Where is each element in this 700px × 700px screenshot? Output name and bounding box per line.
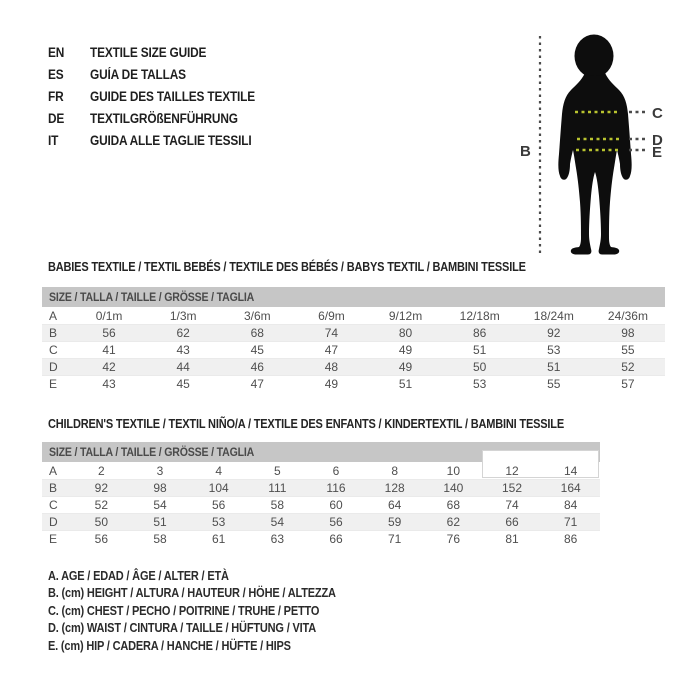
- language-title: [90, 111, 258, 126]
- table-cell: 6/9m: [318, 308, 345, 323]
- table-cell: 8: [391, 463, 398, 478]
- table-cell: 86: [563, 532, 578, 546]
- figure-label-d: D: [652, 132, 663, 149]
- table-cell: 128: [384, 481, 405, 495]
- row-label: E: [49, 377, 58, 391]
- table-cell: 53: [211, 515, 226, 529]
- table-cell: 47: [250, 377, 264, 391]
- measurement-legend: [48, 567, 375, 655]
- children-size-table: [42, 442, 600, 547]
- table-cell: 74: [324, 326, 339, 340]
- language-code-text: DE: [48, 110, 65, 126]
- size-figure: [495, 18, 695, 258]
- figure-label-b: B: [520, 143, 531, 160]
- table-cell: 58: [270, 498, 284, 512]
- children-size-header-text: SIZE / TALLA / TAILLE / GRÖSSE / TAGLIA: [49, 445, 255, 459]
- table-cell: 49: [398, 343, 413, 357]
- table-cell: 54: [153, 498, 167, 512]
- table-cell: 46: [250, 360, 264, 374]
- table-cell: 52: [621, 360, 635, 374]
- table-cell: 6: [332, 463, 340, 478]
- table-cell: 76: [446, 532, 460, 546]
- table-cell: 42: [102, 360, 116, 374]
- table-cell: 50: [473, 360, 487, 374]
- table-cell: 3/6m: [243, 308, 271, 323]
- babies-table-size-header: [42, 287, 665, 307]
- table-cell: 81: [505, 532, 519, 546]
- babies-size-table: [42, 287, 665, 392]
- table-cell: 41: [102, 343, 116, 357]
- table-cell: 56: [211, 498, 226, 512]
- table-cell: 68: [250, 326, 264, 340]
- table-cell: 152: [501, 481, 522, 495]
- row-label: D: [49, 360, 58, 374]
- language-row: [48, 129, 278, 151]
- language-code-text: EN: [48, 44, 65, 60]
- language-code-text: IT: [48, 132, 59, 148]
- legend-row: [48, 602, 375, 620]
- table-cell: 14: [563, 463, 578, 478]
- table-cell: 50: [94, 515, 108, 529]
- child-silhouette: [558, 35, 631, 255]
- table-cell: 18/24m: [533, 308, 574, 323]
- table-cell: 12: [505, 463, 519, 478]
- language-title: [90, 67, 199, 82]
- row-label: E: [49, 532, 58, 546]
- table-cell: 54: [270, 515, 284, 529]
- legend-text: C. (cm) CHEST / PECHO / POITRINE / TRUHE / PETTO: [48, 603, 320, 618]
- table-cell: 104: [208, 481, 229, 495]
- table-cell: 92: [547, 326, 561, 340]
- language-title-text: GUIDA ALLE TAGLIE TESSILI: [90, 132, 252, 148]
- figure-label-c: C: [652, 105, 663, 122]
- language-row: [48, 63, 278, 85]
- table-cell: 51: [153, 515, 167, 529]
- table-cell: 164: [560, 481, 581, 495]
- language-code-text: FR: [48, 88, 64, 104]
- table-cell: 64: [387, 498, 402, 512]
- table-cell: 51: [398, 377, 413, 391]
- table-cell: 53: [473, 377, 487, 391]
- table-cell: 55: [547, 377, 561, 391]
- table-cell: 10: [446, 463, 460, 478]
- table-cell: 55: [621, 343, 635, 357]
- table-cell: 71: [387, 532, 402, 546]
- table-cell: 58: [153, 532, 167, 546]
- babies-section-title: [48, 260, 591, 274]
- table-cell: 45: [250, 343, 264, 357]
- table-cell: 52: [94, 498, 108, 512]
- table-cell: 74: [505, 498, 519, 512]
- row-label: B: [49, 481, 58, 495]
- table-cell: 1/3m: [169, 308, 197, 323]
- legend-text: A. AGE / EDAD / ÂGE / ALTER / ETÀ: [48, 568, 229, 583]
- table-cell: 0/1m: [95, 308, 123, 323]
- language-title: [90, 133, 274, 148]
- table-cell: 43: [176, 343, 190, 357]
- table-cell: 51: [473, 343, 487, 357]
- table-cell: 62: [176, 326, 190, 340]
- table-cell: 61: [211, 532, 226, 546]
- language-code: [48, 45, 90, 60]
- legend-text: E. (cm) HIP / CADERA / HANCHE / HÜFTE / HIPS: [48, 638, 291, 653]
- table-cell: 57: [621, 377, 635, 391]
- legend-row: [48, 637, 375, 655]
- row-label: D: [49, 515, 58, 529]
- language-row: [48, 85, 278, 107]
- table-cell: 62: [446, 515, 460, 529]
- row-label: A: [49, 463, 58, 478]
- table-cell: 9/12m: [388, 308, 423, 323]
- table-cell: 43: [102, 377, 116, 391]
- row-label: A: [49, 308, 58, 323]
- table-cell: 63: [270, 532, 284, 546]
- table-cell: 60: [329, 498, 343, 512]
- table-cell: 66: [329, 532, 343, 546]
- table-cell: 4: [215, 463, 222, 478]
- table-cell: 53: [547, 343, 561, 357]
- table-cell: 68: [446, 498, 460, 512]
- legend-text: D. (cm) WAIST / CINTURA / TAILLE / HÜFTUNG / VITA: [48, 621, 317, 636]
- table-cell: 5: [273, 463, 281, 478]
- babies-size-header-text: SIZE / TALLA / TAILLE / GRÖSSE / TAGLIA: [49, 290, 255, 304]
- language-code: [48, 111, 90, 126]
- table-row: [42, 462, 600, 479]
- table-cell: 44: [176, 360, 190, 374]
- table-cell: 49: [398, 360, 413, 374]
- language-title-text: GUIDE DES TAILLES TEXTILE: [90, 88, 256, 104]
- table-cell: 49: [324, 377, 339, 391]
- table-cell: 56: [102, 326, 116, 340]
- table-cell: 116: [326, 481, 346, 495]
- table-cell: 47: [324, 343, 339, 357]
- language-title-text: TEXTILE SIZE GUIDE: [90, 44, 207, 60]
- table-cell: 2: [97, 463, 105, 478]
- language-list: [48, 41, 278, 151]
- table-row: [42, 530, 600, 547]
- legend-row: [48, 585, 375, 603]
- table-cell: 111: [268, 481, 287, 495]
- language-code: [48, 89, 90, 104]
- row-label: B: [49, 326, 58, 340]
- table-cell: 12/18m: [459, 308, 500, 323]
- figure-label-e: E: [652, 144, 663, 161]
- legend-row: [48, 567, 375, 585]
- table-cell: 24/36m: [607, 308, 648, 323]
- table-cell: 59: [387, 515, 402, 529]
- table-row: [42, 375, 665, 392]
- table-cell: 66: [505, 515, 519, 529]
- table-cell: 71: [563, 515, 578, 529]
- table-cell: 80: [398, 326, 413, 340]
- table-row: [42, 496, 600, 513]
- language-row: [48, 41, 278, 63]
- table-cell: 98: [621, 326, 635, 340]
- table-row: [42, 307, 665, 324]
- language-code: [48, 133, 90, 148]
- language-title-text: TEXTILGRÖßENFÜHRUNG: [90, 110, 238, 126]
- table-cell: 48: [324, 360, 339, 374]
- children-section-title-text: CHILDREN'S TEXTILE / TEXTIL NIÑO/A / TEXTILE DES ENFANTS / KINDERTEXTIL / BAMBINI TESSILE: [48, 417, 565, 431]
- babies-section-title-text: BABIES TEXTILE / TEXTIL BEBÉS / TEXTILE DES BÉBÉS / BABYS TEXTIL / BAMBINI TESSILE: [48, 260, 526, 274]
- language-title: [90, 89, 278, 104]
- language-title-text: GUÍA DE TALLAS: [90, 66, 186, 82]
- table-row: [42, 358, 665, 375]
- table-cell: 56: [94, 532, 108, 546]
- language-code-text: ES: [48, 66, 64, 82]
- table-cell: 98: [153, 481, 167, 495]
- row-label: C: [49, 343, 58, 357]
- row-label: C: [49, 498, 58, 512]
- legend-row: [48, 620, 375, 638]
- table-cell: 51: [547, 360, 561, 374]
- table-cell: 140: [443, 481, 464, 495]
- table-cell: 3: [156, 463, 164, 478]
- table-row: [42, 341, 665, 358]
- table-row: [42, 479, 600, 496]
- table-cell: 92: [94, 481, 108, 495]
- language-title: [90, 45, 222, 60]
- legend-text: B. (cm) HEIGHT / ALTURA / HAUTEUR / HÖHE / ALTEZZA: [48, 586, 336, 601]
- language-row: [48, 107, 278, 129]
- table-cell: 45: [176, 377, 190, 391]
- table-row: [42, 513, 600, 530]
- table-cell: 56: [329, 515, 343, 529]
- table-cell: 86: [473, 326, 487, 340]
- table-row: [42, 324, 665, 341]
- table-cell: 84: [563, 498, 578, 512]
- language-code: [48, 67, 90, 82]
- children-section-title: [48, 417, 634, 431]
